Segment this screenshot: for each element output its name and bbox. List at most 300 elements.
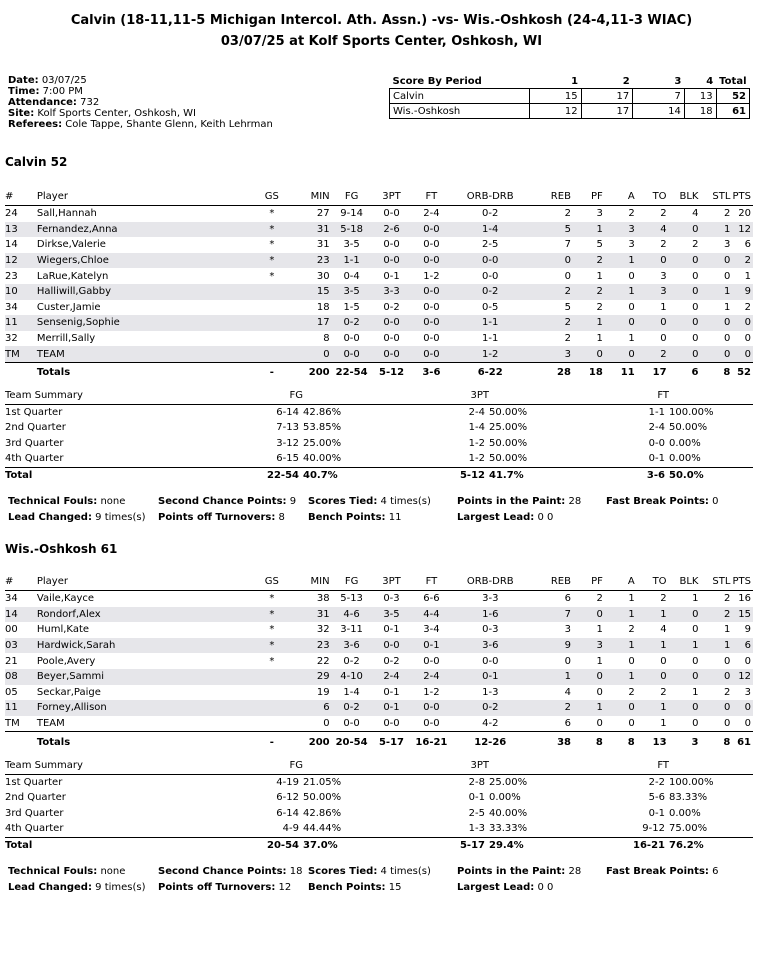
summary-total-ft-made: 16-21 bbox=[619, 837, 669, 853]
cell-reb: 1 bbox=[529, 669, 573, 685]
summary-quarter: 3rd Quarter bbox=[5, 437, 64, 449]
cell-player: TEAM bbox=[36, 718, 65, 730]
cell-to: 2 bbox=[660, 208, 667, 220]
cell-reb: 7 bbox=[529, 607, 573, 623]
cell-min: 6 bbox=[292, 700, 332, 716]
points-off-turnovers bbox=[158, 512, 285, 523]
cell-pts: 0 bbox=[732, 315, 753, 331]
summary-header-spacer bbox=[303, 758, 433, 774]
technical-fouls bbox=[8, 496, 125, 507]
cell-pf: 2 bbox=[573, 253, 605, 269]
cell-num: 12 bbox=[5, 253, 37, 269]
quarter-row bbox=[5, 404, 753, 420]
cell-3pt: 0-0 bbox=[383, 208, 400, 220]
cell-pts: 2 bbox=[732, 253, 753, 269]
cell-ft: 0-0 bbox=[423, 301, 440, 313]
cell-3pt: 0-1 bbox=[383, 270, 400, 282]
player-row bbox=[5, 284, 753, 300]
cell-orb-drb: 0-0 bbox=[451, 253, 529, 269]
cell-pf: 0 bbox=[596, 718, 603, 730]
cell-fg: 0-2 bbox=[343, 655, 360, 667]
cell-orb-drb: 2-5 bbox=[482, 239, 499, 251]
summary-label: Team Summary bbox=[5, 388, 245, 404]
player-row bbox=[5, 331, 753, 347]
total-ft: 16-21 bbox=[411, 732, 451, 753]
summary-ft-made: 9-12 bbox=[642, 823, 665, 835]
cell-orb-drb: 0-0 bbox=[482, 655, 499, 667]
cell-min: 19 bbox=[316, 686, 330, 698]
cell-reb: 7 bbox=[564, 239, 571, 251]
summary-fg-pct: 44.44% bbox=[303, 823, 342, 835]
cell-gs: * bbox=[269, 655, 275, 667]
points-off-turnovers-label: Points off Turnovers: bbox=[158, 512, 276, 523]
cell-ft: 2-4 bbox=[411, 669, 451, 685]
cell-num: TM bbox=[5, 718, 20, 730]
cell-fg: 5-13 bbox=[340, 593, 363, 605]
quarter-row bbox=[5, 436, 753, 452]
cell-blk: 0 bbox=[692, 333, 699, 345]
cell-pts: 1 bbox=[744, 270, 751, 282]
cell-pts: 12 bbox=[732, 222, 753, 238]
summary-total-fg-made: 20-54 bbox=[245, 837, 303, 853]
cell-a: 0 bbox=[628, 655, 635, 667]
bench-points-value: 11 bbox=[388, 512, 402, 523]
summary-total-3pt-made: 5-12 bbox=[433, 467, 489, 483]
cell-to: 2 bbox=[637, 346, 669, 362]
fast-break-points-label: Fast Break Points: bbox=[606, 496, 709, 507]
summary-3pt-pct: 25.00% bbox=[489, 776, 528, 788]
summary-fg-made: 6-14 bbox=[276, 807, 299, 819]
team-summary-table bbox=[5, 758, 753, 853]
second-chance-points-label: Second Chance Points: bbox=[158, 496, 287, 507]
cell-num: TM bbox=[5, 346, 37, 362]
cell-fg: 0-2 bbox=[332, 315, 372, 331]
cell-orb-drb: 4-2 bbox=[482, 718, 499, 730]
cell-pf: 1 bbox=[596, 270, 603, 282]
header-fg: FG bbox=[332, 188, 372, 206]
cell-player: Vaile,Kayce bbox=[36, 593, 95, 605]
cell-blk: 1 bbox=[692, 593, 699, 605]
cell-num: 05 bbox=[5, 686, 18, 698]
total-stl: 8 bbox=[700, 362, 732, 383]
cell-stl: 2 bbox=[724, 686, 731, 698]
cell-reb: 4 bbox=[564, 686, 571, 698]
cell-orb-drb: 1-2 bbox=[451, 346, 529, 362]
cell-fg: 5-18 bbox=[332, 222, 372, 238]
points-off-turnovers-value: 8 bbox=[278, 512, 285, 523]
largest-lead bbox=[457, 512, 553, 523]
cell-stl: 2 bbox=[700, 607, 732, 623]
cell-3pt: 0-1 bbox=[383, 686, 400, 698]
cell-player: TEAM bbox=[37, 346, 252, 362]
total-pts: 61 bbox=[732, 732, 753, 753]
summary-fg-made: 4-9 bbox=[282, 823, 299, 835]
header-pf: PF bbox=[573, 573, 605, 591]
summary-header-spacer bbox=[489, 388, 619, 404]
cell-stl: 0 bbox=[700, 346, 732, 362]
cell-min: 0 bbox=[292, 346, 332, 362]
cell-to: 2 bbox=[660, 239, 667, 251]
cell-a: 0 bbox=[605, 346, 637, 362]
scores-tied-value: 4 times(s) bbox=[380, 866, 431, 877]
cell-stl: 0 bbox=[724, 718, 731, 730]
header-to: TO bbox=[637, 188, 669, 206]
cell-num: 21 bbox=[5, 655, 18, 667]
cell-a: 1 bbox=[628, 593, 635, 605]
cell-min: 8 bbox=[323, 333, 330, 345]
summary-3pt-label: 3PT bbox=[433, 388, 489, 404]
cell-pts: 0 bbox=[744, 655, 751, 667]
cell-blk: 0 bbox=[669, 253, 701, 269]
cell-ft: 0-0 bbox=[423, 718, 440, 730]
cell-blk: 0 bbox=[669, 700, 701, 716]
header-a: A bbox=[605, 188, 637, 206]
cell-player: Sensenig,Sophie bbox=[37, 315, 252, 331]
totals-row bbox=[5, 362, 753, 383]
cell-gs bbox=[252, 700, 292, 716]
second-chance-points bbox=[158, 496, 296, 507]
cell-num: 34 bbox=[5, 301, 18, 313]
cell-fg: 3-11 bbox=[340, 624, 363, 636]
summary-total-fg-pct: 40.7% bbox=[303, 467, 433, 483]
cell-a: 3 bbox=[605, 222, 637, 238]
player-row bbox=[5, 653, 753, 669]
cell-num: 08 bbox=[5, 669, 37, 685]
summary-ft-made: 2-4 bbox=[648, 422, 665, 434]
header-num: # bbox=[5, 188, 37, 206]
summary-3pt-made: 1-4 bbox=[468, 422, 485, 434]
cell-stl: 1 bbox=[724, 301, 731, 313]
summary-total-3pt-pct: 41.7% bbox=[489, 467, 619, 483]
cell-pf: 1 bbox=[596, 655, 603, 667]
summary-ft-pct: 100.00% bbox=[669, 406, 714, 418]
cell-blk: 0 bbox=[692, 718, 699, 730]
summary-3pt-pct: 50.00% bbox=[489, 453, 528, 465]
lead-changed-value: 9 times(s) bbox=[95, 512, 146, 523]
cell-gs bbox=[252, 315, 292, 331]
cell-a: 1 bbox=[605, 607, 637, 623]
cell-to: 0 bbox=[637, 669, 669, 685]
summary-fg-pct: 25.00% bbox=[303, 437, 342, 449]
cell-player: Hardwick,Sarah bbox=[37, 638, 252, 654]
cell-min: 31 bbox=[292, 222, 332, 238]
cell-ft: 1-2 bbox=[423, 270, 440, 282]
cell-to: 4 bbox=[637, 222, 669, 238]
cell-num: 10 bbox=[5, 284, 37, 300]
cell-orb-drb: 0-1 bbox=[451, 669, 529, 685]
scores-tied-value: 4 times(s) bbox=[380, 496, 431, 507]
quarter-row bbox=[5, 806, 753, 822]
cell-ft: 1-2 bbox=[423, 686, 440, 698]
cell-pf: 1 bbox=[596, 333, 603, 345]
scores-tied bbox=[308, 866, 431, 877]
summary-quarter: 4th Quarter bbox=[5, 453, 64, 465]
cell-to: 1 bbox=[660, 301, 667, 313]
score-by-period-header: Score By Period 1 2 3 4 Total bbox=[390, 74, 750, 89]
points-in-paint-value: 28 bbox=[568, 866, 582, 877]
cell-reb: 2 bbox=[529, 700, 573, 716]
header-ft: FT bbox=[411, 573, 451, 591]
box-score-table bbox=[5, 573, 753, 752]
fast-break-points bbox=[606, 496, 718, 507]
cell-reb: 6 bbox=[564, 593, 571, 605]
points-off-turnovers-value: 12 bbox=[278, 882, 292, 893]
header-pts: PTS bbox=[732, 573, 753, 591]
cell-min: 15 bbox=[292, 284, 332, 300]
lead-changed bbox=[8, 882, 146, 893]
total-player: Totals bbox=[37, 362, 252, 383]
cell-reb: 2 bbox=[529, 284, 573, 300]
cell-to: 1 bbox=[660, 718, 667, 730]
summary-fg-made: 4-19 bbox=[276, 776, 299, 788]
summary-total-ft-pct: 50.0% bbox=[669, 467, 753, 483]
cell-blk: 0 bbox=[692, 624, 699, 636]
bench-points bbox=[308, 512, 401, 523]
site-line: Site: Kolf Sports Center, Oshkosh, WI bbox=[8, 108, 197, 119]
cell-ft: 6-6 bbox=[423, 593, 440, 605]
fast-break-points-label: Fast Break Points: bbox=[606, 866, 709, 877]
summary-fg-made: 6-12 bbox=[276, 792, 299, 804]
page-title: Calvin (18-11,11-5 Michigan Intercol. Ath. Assn.) -vs- Wis.-Oshkosh (24-4,11-3 WIAC) bbox=[70, 13, 693, 28]
technical-fouls-label: Technical Fouls: bbox=[8, 496, 98, 507]
cell-num: 23 bbox=[5, 270, 18, 282]
cell-ft: 0-0 bbox=[411, 346, 451, 362]
cell-min: 38 bbox=[316, 593, 330, 605]
cell-to: 1 bbox=[637, 638, 669, 654]
cell-to: 1 bbox=[637, 607, 669, 623]
header-min: MIN bbox=[292, 573, 332, 591]
largest-lead-label: Largest Lead: bbox=[457, 882, 535, 893]
player-row bbox=[5, 346, 753, 362]
cell-stl: 0 bbox=[724, 270, 731, 282]
second-chance-points-value: 9 bbox=[289, 496, 297, 507]
summary-fg-made: 6-15 bbox=[276, 453, 299, 465]
points-in-paint-label: Points in the Paint: bbox=[457, 496, 566, 507]
box-score-table bbox=[5, 188, 753, 383]
player-row bbox=[5, 622, 753, 638]
total-to: 17 bbox=[637, 362, 669, 383]
cell-pf: 0 bbox=[573, 607, 605, 623]
second-chance-points-value: 18 bbox=[289, 866, 303, 877]
header-num: # bbox=[5, 573, 37, 591]
lead-changed bbox=[8, 512, 146, 523]
header-fg: FG bbox=[332, 573, 372, 591]
summary-fg-pct: 42.86% bbox=[303, 406, 342, 418]
header-min: MIN bbox=[292, 188, 332, 206]
cell-pf: 2 bbox=[573, 284, 605, 300]
cell-pf: 5 bbox=[596, 239, 603, 251]
cell-3pt: 0-0 bbox=[372, 346, 412, 362]
total-to: 13 bbox=[637, 732, 669, 753]
cell-to: 2 bbox=[660, 593, 667, 605]
cell-orb-drb: 1-6 bbox=[451, 607, 529, 623]
player-row bbox=[5, 253, 753, 269]
quarter-row bbox=[5, 420, 753, 436]
summary-ft-pct: 50.00% bbox=[669, 422, 708, 434]
cell-reb: 3 bbox=[564, 624, 571, 636]
player-row bbox=[5, 222, 753, 238]
cell-player: Seckar,Paige bbox=[36, 686, 101, 698]
box-score-header bbox=[5, 188, 753, 206]
cell-fg: 3-5 bbox=[343, 239, 360, 251]
summary-fg-pct: 50.00% bbox=[303, 792, 342, 804]
points-off-turnovers bbox=[158, 882, 291, 893]
summary-total-3pt-pct: 29.4% bbox=[489, 837, 619, 853]
summary-3pt-made: 1-2 bbox=[468, 437, 485, 449]
team-heading: Wis.-Oshkosh 61 bbox=[5, 542, 118, 556]
summary-total-row bbox=[5, 837, 753, 853]
cell-player: Forney,Allison bbox=[37, 700, 252, 716]
cell-blk: 0 bbox=[669, 669, 701, 685]
cell-a: 0 bbox=[628, 718, 635, 730]
cell-num: 34 bbox=[5, 593, 18, 605]
game-info bbox=[8, 75, 273, 130]
cell-pts: 6 bbox=[744, 239, 751, 251]
cell-reb: 9 bbox=[529, 638, 573, 654]
cell-gs: * bbox=[269, 593, 275, 605]
summary-3pt-made: 2-5 bbox=[468, 807, 485, 819]
cell-ft: 0-1 bbox=[411, 638, 451, 654]
cell-a: 0 bbox=[605, 315, 637, 331]
summary-3pt-pct: 33.33% bbox=[489, 823, 528, 835]
cell-ft: 0-0 bbox=[423, 333, 440, 345]
largest-lead-label: Largest Lead: bbox=[457, 512, 535, 523]
cell-min: 30 bbox=[316, 270, 330, 282]
player-row bbox=[5, 607, 753, 623]
cell-ft: 0-0 bbox=[411, 253, 451, 269]
cell-blk: 1 bbox=[692, 686, 699, 698]
cell-pf: 1 bbox=[573, 315, 605, 331]
header-reb: REB bbox=[529, 188, 573, 206]
cell-pts: 16 bbox=[738, 593, 751, 605]
player-row bbox=[5, 685, 753, 701]
attendance-line: Attendance: 732 bbox=[8, 97, 100, 108]
cell-fg: 0-0 bbox=[343, 333, 360, 345]
cell-num: 24 bbox=[5, 208, 18, 220]
player-row bbox=[5, 315, 753, 331]
cell-a: 1 bbox=[605, 669, 637, 685]
technical-fouls-value: none bbox=[100, 866, 126, 877]
cell-3pt: 3-5 bbox=[372, 607, 412, 623]
cell-to: 4 bbox=[660, 624, 667, 636]
cell-ft: 0-0 bbox=[411, 315, 451, 331]
cell-a: 1 bbox=[605, 253, 637, 269]
box-score-header bbox=[5, 573, 753, 591]
cell-blk: 0 bbox=[669, 222, 701, 238]
cell-stl: 1 bbox=[700, 222, 732, 238]
summary-total-quarter: Total bbox=[5, 467, 245, 483]
cell-num: 32 bbox=[5, 333, 18, 345]
cell-orb-drb: 1-1 bbox=[451, 315, 529, 331]
cell-fg: 0-0 bbox=[343, 718, 360, 730]
summary-header-spacer bbox=[303, 388, 433, 404]
total-fg: 20-54 bbox=[332, 732, 372, 753]
second-chance-points-label: Second Chance Points: bbox=[158, 866, 287, 877]
cell-gs bbox=[252, 685, 292, 701]
cell-fg: 4-6 bbox=[332, 607, 372, 623]
points-in-paint bbox=[457, 866, 581, 877]
cell-pf: 1 bbox=[596, 624, 603, 636]
total-min: 200 bbox=[292, 362, 332, 383]
summary-header-spacer bbox=[489, 758, 619, 774]
cell-pf: 0 bbox=[573, 669, 605, 685]
bench-points-value: 15 bbox=[388, 882, 402, 893]
header-pts: PTS bbox=[732, 188, 753, 206]
total-3pt: 5-17 bbox=[372, 732, 412, 753]
cell-blk: 0 bbox=[669, 607, 701, 623]
summary-ft-made: 0-1 bbox=[648, 807, 665, 819]
cell-a: 0 bbox=[605, 700, 637, 716]
fast-break-points bbox=[606, 866, 718, 877]
cell-min: 17 bbox=[292, 315, 332, 331]
player-row bbox=[5, 700, 753, 716]
cell-fg: 1-1 bbox=[332, 253, 372, 269]
cell-ft: 2-4 bbox=[423, 208, 440, 220]
cell-blk: 0 bbox=[669, 346, 701, 362]
cell-blk: 2 bbox=[692, 239, 699, 251]
cell-orb-drb: 0-2 bbox=[451, 284, 529, 300]
cell-fg: 3-6 bbox=[332, 638, 372, 654]
cell-player: Huml,Kate bbox=[36, 624, 90, 636]
cell-blk: 0 bbox=[692, 301, 699, 313]
cell-stl: 0 bbox=[700, 669, 732, 685]
total-ft: 3-6 bbox=[411, 362, 451, 383]
totals-row bbox=[5, 732, 753, 753]
points-in-paint bbox=[457, 496, 581, 507]
cell-to: 3 bbox=[637, 284, 669, 300]
quarter-row bbox=[5, 451, 753, 467]
cell-pts: 0 bbox=[732, 346, 753, 362]
cell-pf: 0 bbox=[596, 686, 603, 698]
cell-pf: 1 bbox=[573, 222, 605, 238]
cell-reb: 3 bbox=[529, 346, 573, 362]
cell-orb-drb: 0-2 bbox=[482, 208, 499, 220]
cell-reb: 5 bbox=[529, 222, 573, 238]
quarter-row bbox=[5, 774, 753, 790]
header-blk: BLK bbox=[669, 573, 701, 591]
cell-fg: 1-5 bbox=[343, 301, 360, 313]
cell-3pt: 0-0 bbox=[372, 638, 412, 654]
summary-3pt-pct: 25.00% bbox=[489, 422, 528, 434]
total-fg: 22-54 bbox=[332, 362, 372, 383]
summary-fg-pct: 53.85% bbox=[303, 422, 342, 434]
cell-min: 23 bbox=[292, 638, 332, 654]
cell-pts: 0 bbox=[744, 718, 751, 730]
cell-3pt: 3-3 bbox=[372, 284, 412, 300]
cell-orb-drb: 0-0 bbox=[482, 270, 499, 282]
referees-line: Referees: Cole Tappe, Shante Glenn, Keith Lehrman bbox=[8, 119, 273, 130]
header-pf: PF bbox=[573, 188, 605, 206]
player-row bbox=[5, 237, 753, 253]
cell-fg: 9-14 bbox=[340, 208, 363, 220]
cell-to: 3 bbox=[660, 270, 667, 282]
summary-3pt-made: 2-4 bbox=[468, 406, 485, 418]
cell-a: 2 bbox=[628, 624, 635, 636]
summary-3pt-made: 0-1 bbox=[468, 792, 485, 804]
cell-min: 18 bbox=[316, 301, 330, 313]
cell-a: 1 bbox=[605, 284, 637, 300]
player-row bbox=[5, 206, 753, 222]
cell-player: Beyer,Sammi bbox=[37, 669, 252, 685]
cell-fg: 1-4 bbox=[343, 686, 360, 698]
cell-reb: 0 bbox=[529, 253, 573, 269]
header-gs: GS bbox=[252, 573, 292, 591]
cell-stl: 0 bbox=[724, 333, 731, 345]
team-summary-header bbox=[5, 388, 753, 404]
cell-ft: 0-0 bbox=[411, 700, 451, 716]
summary-ft-pct: 0.00% bbox=[669, 453, 701, 465]
largest-lead-value: 0 0 bbox=[537, 512, 554, 523]
